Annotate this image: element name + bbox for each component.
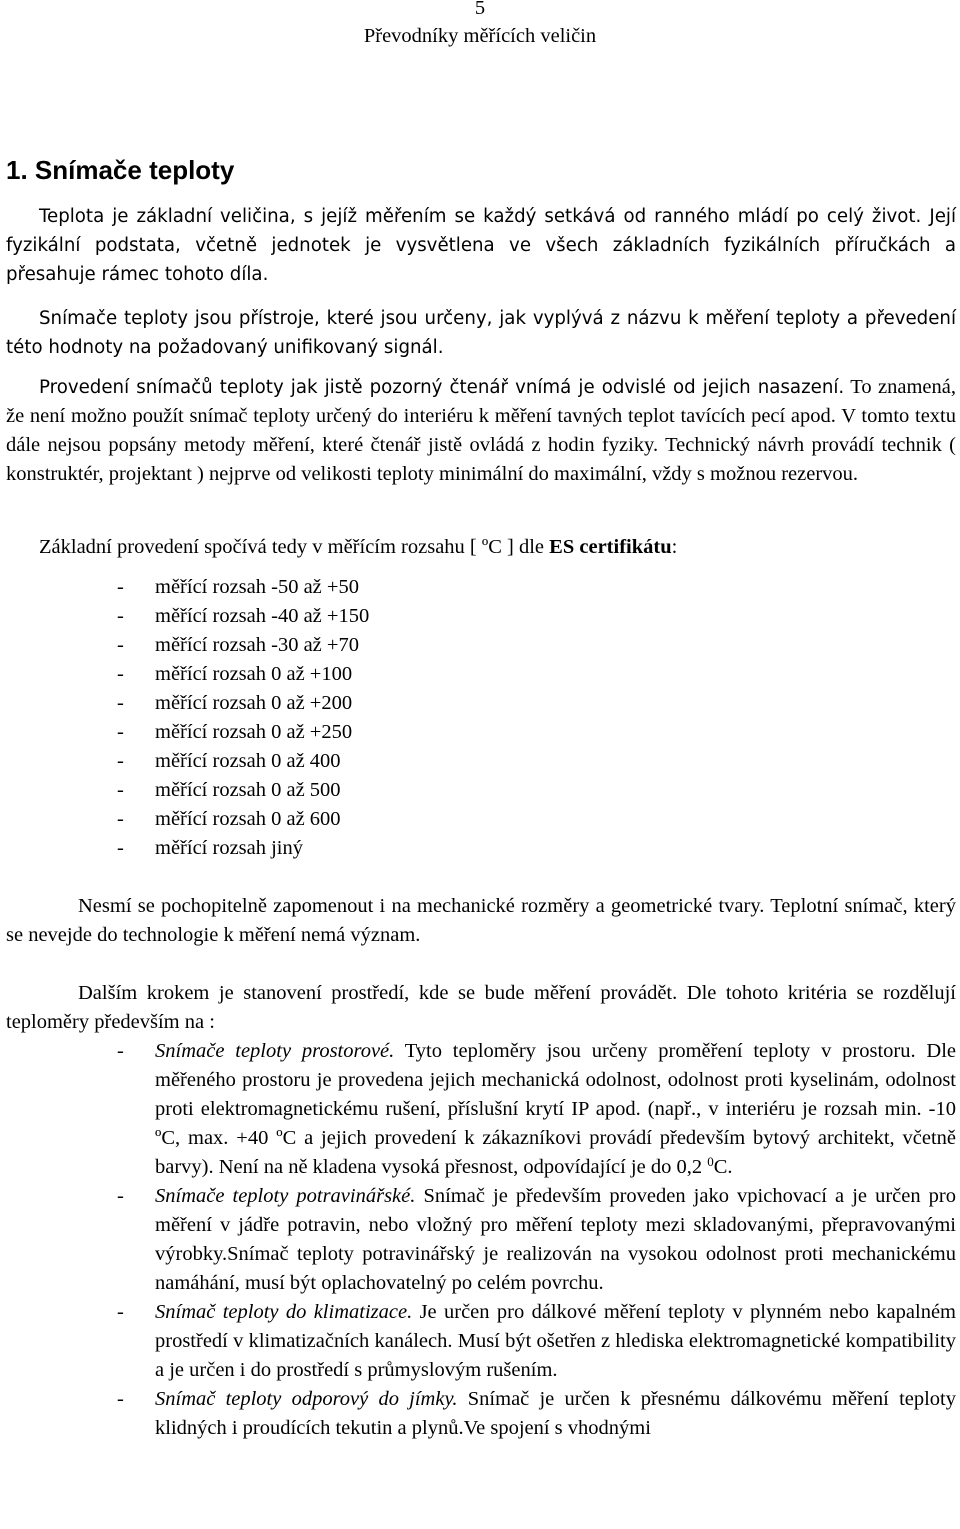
range-dash: - bbox=[117, 576, 124, 598]
range-item bbox=[117, 573, 369, 602]
sensor-type-name: Snímače teploty prostorové. bbox=[155, 1040, 395, 1062]
range-item bbox=[117, 718, 369, 747]
range-item bbox=[117, 689, 369, 718]
sensor-type-text: Tyto teploměry jsou určeny proměření teploty v prostoru. Dle měřeného prostoru je provedena jejich mechanická odolnost, odolnost proti kyselinám, odolnost proti elektromagnetickému rušení, příslušní krytí IP apod. (např., v interiéru je rozsah min. -10 ºC, max. +40 ºC a jejich provedení k zákazníkovi provádí především bytový architekt, včetně barvy). Není na ně kladena vysoká přesnost, odpovídající je do 0,2 bbox=[155, 1040, 956, 1178]
sensor-type-item bbox=[117, 1298, 956, 1385]
range-dash: - bbox=[117, 837, 124, 859]
range-item-text: měřící rozsah -40 až +150 bbox=[155, 605, 370, 627]
intro-paragraph-3-serif: To znamená, že není možno použít snímač teploty určený do interiéru k měření tavných teplot tavících pecí apod. V tomto textu dále nejsou popsány metody měření, které čtenář jistě ovládá z hodin fyziky. Technický návrh provádí technik ( konstruktér, projektant ) nejprve od velikosti teploty minimální do maximální, vždy s možnou rezervou. bbox=[6, 376, 957, 485]
range-item bbox=[117, 805, 369, 834]
sensor-type-item bbox=[117, 1182, 956, 1298]
range-item-text: měřící rozsah 0 až +200 bbox=[155, 692, 353, 714]
range-dash: - bbox=[117, 750, 124, 772]
range-dash: - bbox=[117, 779, 124, 801]
running-title: Převodníky měřících veličin bbox=[363, 25, 597, 47]
range-item bbox=[117, 602, 369, 631]
sensor-type-tail: C. bbox=[713, 1156, 733, 1178]
range-item bbox=[117, 776, 369, 805]
intro-paragraph-4 bbox=[6, 533, 956, 562]
range-dash: - bbox=[117, 605, 124, 627]
sensor-type-dash: - bbox=[117, 1388, 124, 1410]
page-number: 5 bbox=[474, 0, 486, 19]
range-item-text: měřící rozsah -30 až +70 bbox=[155, 634, 359, 656]
sensor-type-item bbox=[117, 1037, 956, 1182]
sensor-type-text: Snímač je určen k přesnému dálkovému měření teploty klidných i proudících tekutin a plynů.Ve spojení s vhodnými bbox=[155, 1388, 956, 1439]
intro-paragraph-3 bbox=[6, 373, 956, 489]
range-dash: - bbox=[117, 663, 124, 685]
intro-paragraph-3-sans: Provedení snímačů teploty jak jistě pozorný čtenář vnímá je odvislé od jejich nasazení. bbox=[39, 377, 845, 398]
range-item bbox=[117, 660, 369, 689]
es-certificate-label: ES certifikátu bbox=[549, 536, 672, 558]
sensor-type-name: Snímač teploty odporový do jímky. bbox=[155, 1388, 458, 1410]
range-item-text: měřící rozsah 0 až +100 bbox=[155, 663, 353, 685]
sensor-type-dash: - bbox=[117, 1301, 124, 1323]
sensor-type-name: Snímače teploty potravinářské. bbox=[155, 1185, 416, 1207]
intro-paragraph-4-suffix: : bbox=[671, 536, 678, 558]
sensor-type-name: Snímač teploty do klimatizace. bbox=[155, 1301, 413, 1323]
range-dash: - bbox=[117, 634, 124, 656]
range-item bbox=[117, 834, 369, 863]
shape-paragraph: Nesmí se pochopitelně zapomenout i na mechanické rozměry a geometrické tvary. Teplotní snímač, který se nevejde do technologie k měření nemá význam. bbox=[6, 895, 956, 946]
range-item bbox=[117, 631, 369, 660]
range-dash: - bbox=[117, 808, 124, 830]
sensor-type-dash: - bbox=[117, 1040, 124, 1062]
sensor-type-text: Je určen pro dálkové měření teploty v plynném nebo kapalném prostředí v klimatizačních kanálech. Musí být ošetřen z hlediska elektromagnetické kompatibility a je určen i do prostředí s průmyslovým rušením. bbox=[155, 1301, 956, 1381]
range-item-text: měřící rozsah 0 až 600 bbox=[155, 808, 341, 830]
intro-paragraph-2: Snímače teploty jsou přístroje, které jsou určeny, jak vyplývá z názvu k měření teploty a převedení této hodnoty na požadovaný unifikovaný signál. bbox=[6, 308, 956, 358]
sensor-type-list bbox=[117, 1037, 956, 1443]
sensor-type-text: Snímač je především proveden jako vpichovací a je určen pro měření v jádře potravin, nebo vložný pro měření teploty mezi skladovanými, přepravovanými výrobky.Snímač teploty potravinářský je realizován na vysokou odolnost proti mechanickému namáhání, musí být oplachovatelný po celém povrchu. bbox=[155, 1185, 956, 1294]
range-item-text: měřící rozsah -50 až +50 bbox=[155, 576, 359, 598]
range-list bbox=[117, 573, 369, 863]
environment-paragraph: Dalším krokem je stanovení prostředí, kde se bude měření provádět. Dle tohoto kritéria se rozdělují teploměry především na : bbox=[6, 982, 956, 1033]
range-dash: - bbox=[117, 721, 124, 743]
range-item bbox=[117, 747, 369, 776]
intro-paragraph-4-prefix: Základní provedení spočívá tedy v měřícím rozsahu [ ºC ] dle bbox=[39, 536, 550, 558]
sensor-type-item bbox=[117, 1385, 956, 1443]
section-heading: 1. Snímače teploty bbox=[6, 155, 235, 185]
intro-paragraph-1: Teplota je základní veličina, s jejíž měřením se každý setkává od ranného mládí po celý život. Její fyzikální podstata, včetně jednotek je vysvětlena ve všech základních fyzikálních příručkách a přesahuje rámec tohoto díla. bbox=[6, 206, 956, 285]
range-dash: - bbox=[117, 692, 124, 714]
degree-superscript: 0 bbox=[707, 1154, 714, 1169]
sensor-type-dash: - bbox=[117, 1185, 124, 1207]
range-item-text: měřící rozsah jiný bbox=[155, 837, 304, 859]
range-item-text: měřící rozsah 0 až +250 bbox=[155, 721, 353, 743]
range-item-text: měřící rozsah 0 až 400 bbox=[155, 750, 341, 772]
range-item-text: měřící rozsah 0 až 500 bbox=[155, 779, 341, 801]
